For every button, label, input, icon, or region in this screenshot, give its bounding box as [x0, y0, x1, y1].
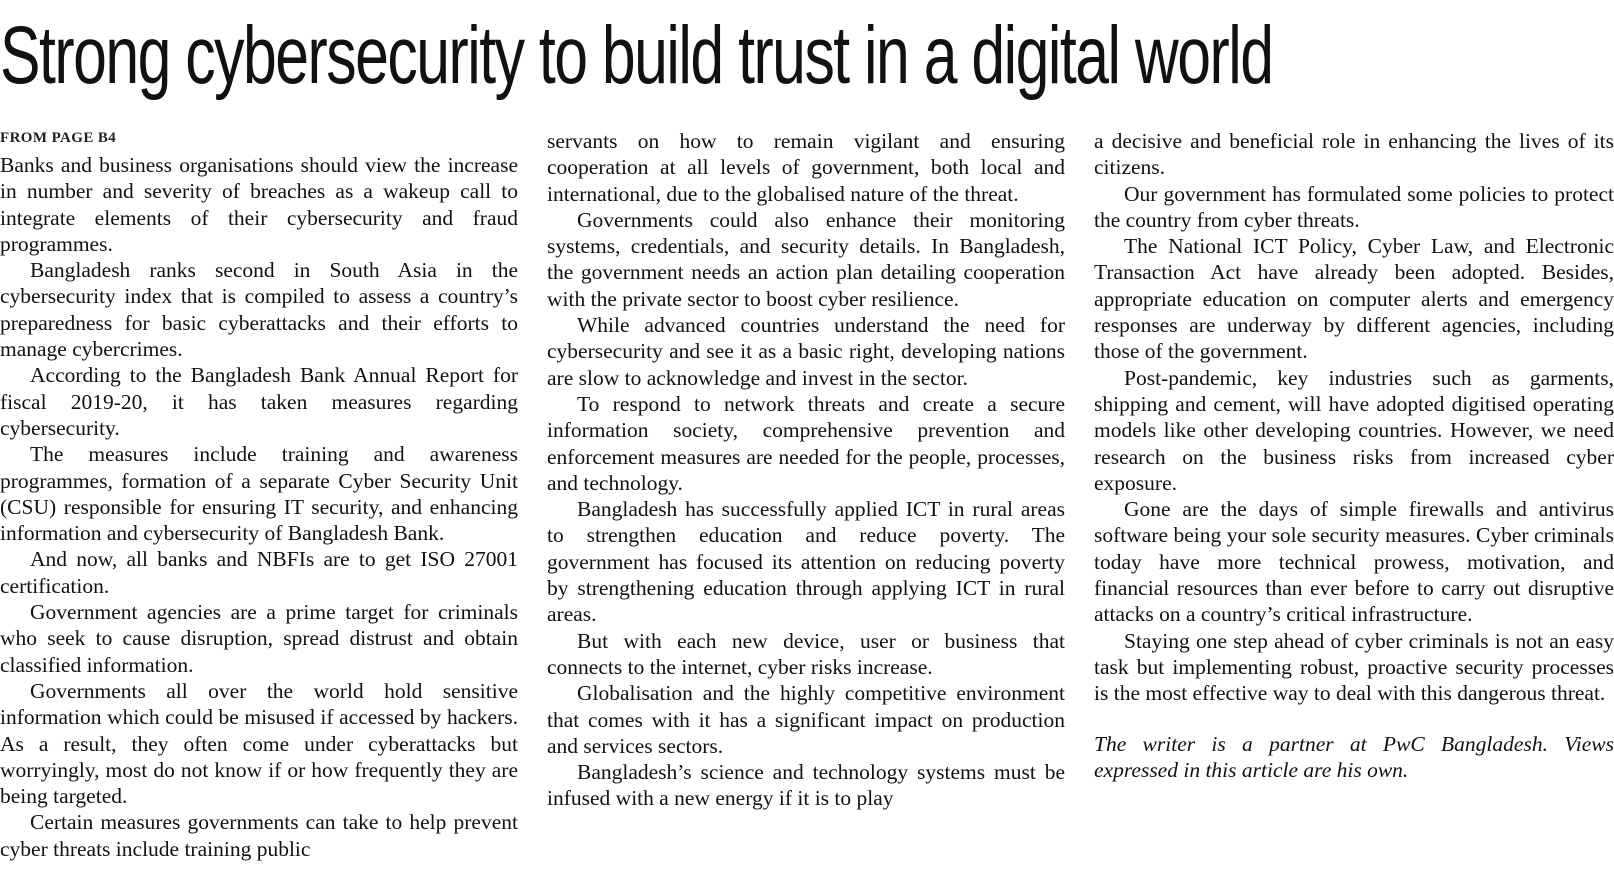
paragraph: Bangladesh has successfully applied ICT in rural areas to strengthen education and reduce poverty. The government has focused its attention on reducing poverty by strengthening education through applying ICT in rural areas.: [547, 497, 1065, 627]
paragraph: The National ICT Policy, Cyber Law, and Electronic Transaction Act have already been adopted. Besides, appropriate education on computer alerts and emergency responses are underway by different agencies, including those of the government.: [1094, 234, 1614, 364]
article-headline: Strong cybersecurity to build trust in a digital world: [0, 10, 1273, 101]
paragraph: Globalisation and the highly competitive environment that comes with it has a significant impact on production and services sectors.: [547, 681, 1065, 758]
paragraph: Bangladesh ranks second in South Asia in the cybersecurity index that is compiled to assess a country’s preparedness for basic cyberattacks and their efforts to manage cybercrimes.: [0, 258, 518, 362]
paragraph: Bangladesh’s science and technology systems must be infused with a new energy if it is to play: [547, 760, 1065, 811]
paragraph: According to the Bangladesh Bank Annual Report for fiscal 2019-20, it has taken measures regarding cybersecurity.: [0, 363, 518, 440]
paragraph: Governments could also enhance their monitoring systems, credentials, and security details. In Bangladesh, the government needs an action plan detailing cooperation with the private sector to boost cyber resilience.: [547, 207, 1065, 311]
paragraph: Certain measures governments can take to help prevent cyber threats include training public: [0, 810, 518, 861]
paragraph: servants on how to remain vigilant and ensuring cooperation at all levels of government, both local and international, due to the globalised nature of the threat.: [547, 129, 1065, 206]
article-column-3: [1094, 128, 1614, 783]
paragraph: And now, all banks and NBFIs are to get ISO 27001 certification.: [0, 547, 518, 598]
article-column-2: [547, 128, 1065, 812]
paragraph: While advanced countries understand the need for cybersecurity and see it as a basic right, developing nations are slow to acknowledge and invest in the sector.: [547, 313, 1065, 390]
paragraph: Governments all over the world hold sensitive information which could be misused if accessed by hackers. As a result, they often come under cyberattacks but worryingly, most do not know if or how frequently they are being targeted.: [0, 678, 518, 809]
paragraph: Staying one step ahead of cyber criminals is not an easy task but implementing robust, proactive security processes is the most effective way to deal with this dangerous threat.: [1094, 628, 1614, 706]
paragraph: a decisive and beneficial role in enhancing the lives of its citizens.: [1094, 129, 1614, 180]
paragraph: But with each new device, user or business that connects to the internet, cyber risks increase.: [547, 628, 1065, 679]
author-byline: The writer is a partner at PwC Bangladesh. Views expressed in this article are his own.: [1094, 731, 1614, 782]
paragraph: To respond to network threats and create a secure information society, comprehensive prevention and enforcement measures are needed for the people, processes, and technology.: [547, 391, 1065, 495]
paragraph: The measures include training and awareness programmes, formation of a separate Cyber Security Unit (CSU) responsible for ensuring IT security, and enhancing information and cybersecurity of Bangladesh Bank.: [0, 442, 518, 546]
paragraph: Banks and business organisations should view the increase in number and severity of breaches as a wakeup call to integrate elements of their cybersecurity and fraud programmes.: [0, 153, 518, 256]
paragraph: Our government has formulated some policies to protect the country from cyber threats.: [1094, 181, 1614, 232]
paragraph: Post-pandemic, key industries such as garments, shipping and cement, will have adopted digitised operating models like other developing countries. However, we need research on the business risks from increased cyber exposure.: [1094, 365, 1614, 495]
article-column-1: [0, 128, 518, 862]
paragraph: Government agencies are a prime target for criminals who seek to cause disruption, spread distrust and obtain classified information.: [0, 600, 518, 677]
continued-from-label: FROM PAGE B4: [0, 130, 117, 146]
paragraph: Gone are the days of simple firewalls and antivirus software being your sole security measures. Cyber criminals today have more technical prowess, motivation, and financial resources than ever before to carry out disruptive attacks on a country’s critical infrastructure.: [1094, 497, 1614, 627]
